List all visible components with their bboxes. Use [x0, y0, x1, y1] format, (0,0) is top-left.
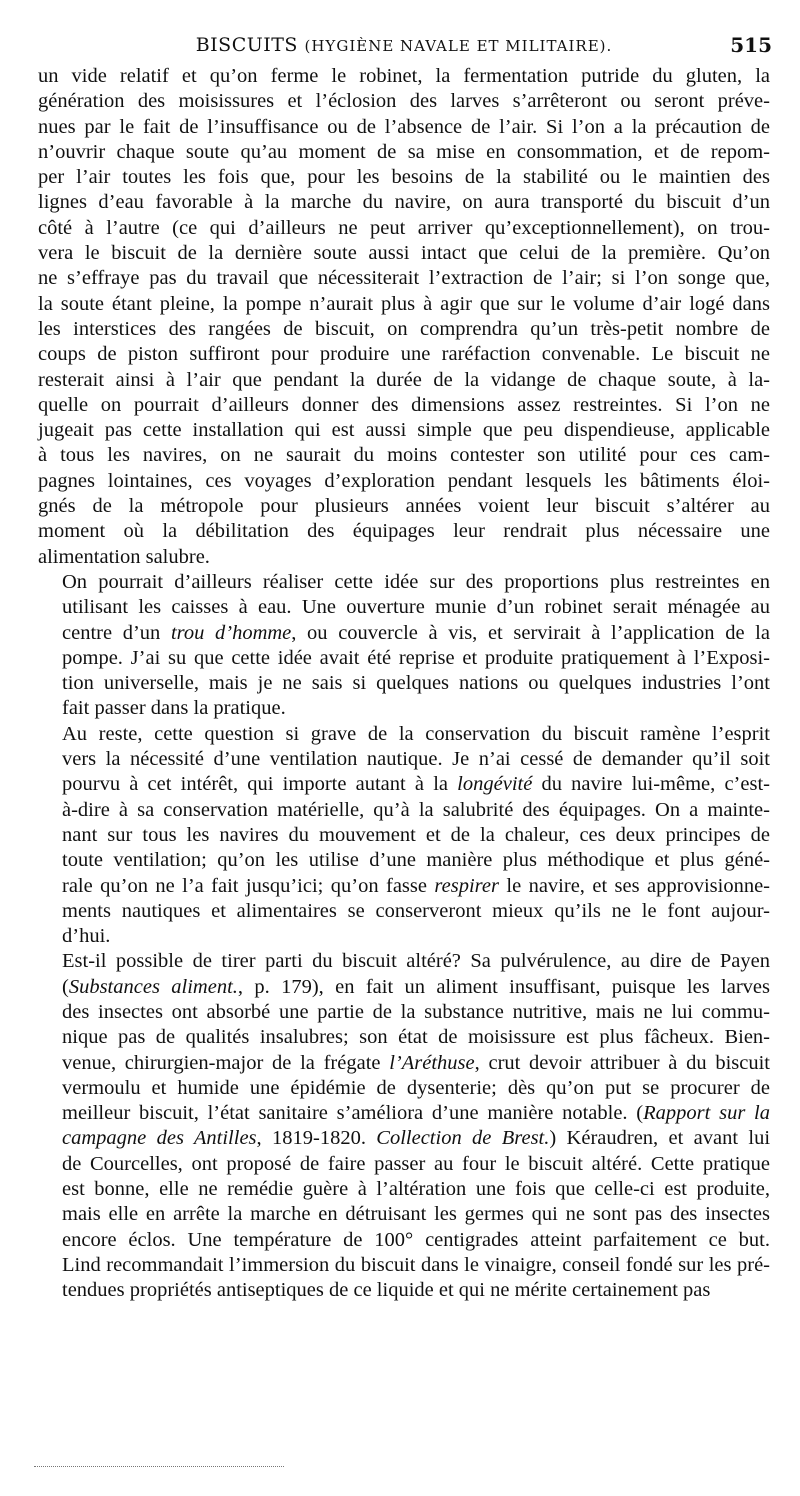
text-line: vers la nécessité d’une ventilation nautique. Je n’ai cessé de demander qu’il soit [62, 748, 770, 771]
text-line: à tous les navires, on ne saurait du moins contester son utilité pour ces cam- [38, 444, 770, 467]
text-line: (Substances aliment., p. 179), en fait un aliment insuffisant, puisque les larves [62, 975, 770, 998]
text-line: jugeait pas cette installation qui est aussi simple que peu dispendieuse, applicable [38, 419, 770, 442]
text-line: d’hui. [62, 925, 111, 948]
text-line: ne s’effraye pas du travail que nécessiterait l’extraction de l’air; si l’on songe que, [38, 267, 770, 290]
text-line: tendues propriétés antiseptiques de ce liquide et qui ne mérite certainement pas [62, 1279, 711, 1302]
text-line: de Courcelles, ont proposé de faire passer au four le biscuit altéré. Cette pratique [62, 1152, 770, 1175]
text-line: des insectes ont absorbé une partie de la substance nutritive, mais ne lui commu- [62, 1000, 770, 1023]
page-number: 515 [730, 33, 772, 57]
text-line: côté à l’autre (ce qui d’ailleurs ne peut arriver qu’exceptionnellement), on trou- [38, 216, 770, 239]
text-line: quelle on pourrait d’ailleurs donner des dimensions assez restreintes. Si l’on ne [38, 393, 770, 416]
text-line: génération des moisissures et l’éclosion des larves s’arrêteront ou seront préve- [38, 90, 770, 113]
text-line: un vide relatif et qu’on ferme le robinet, la fermentation putride du gluten, la [38, 65, 770, 87]
footer-rule [34, 1466, 284, 1467]
text-line: encore éclos. Une température de 100° centigrades atteint parfaitement ce but. [62, 1228, 770, 1251]
running-title-sub: (HYGIÈNE NAVALE ET MILITAIRE). [304, 37, 613, 55]
text-line: resterait ainsi à l’air que pendant la durée de la vidange de chaque soute, à la- [38, 368, 770, 391]
text-line: lignes d’eau favorable à la marche du navire, on aura transporté du biscuit d’un [38, 191, 770, 214]
text-line: alimentation salubre. [38, 545, 210, 568]
paragraph [38, 570, 770, 722]
text-line: ments nautiques et alimentaires se conserveront mieux qu’ils ne le font aujour- [62, 899, 770, 922]
text-line: vera le biscuit de la dernière soute aussi intact que celui de la première. Qu’on [38, 242, 770, 265]
text-line: gnés de la métropole pour plusieurs années voient leur biscuit s’altérer au [38, 495, 770, 518]
text-line: n’ouvrir chaque soute qu’au moment de sa mise en consommation, et de repom- [38, 140, 770, 163]
text-line: à-dire à sa conservation matérielle, qu’à la salubrité des équipages. On a mainte- [62, 798, 770, 821]
text-line: pagnes lointaines, ces voyages d’exploration pendant lesquels les bâtiments éloi- [38, 469, 770, 492]
text-line: tion universelle, mais je ne sais si quelques nations ou quelques industries l’ont [62, 672, 770, 695]
text-line: centre d’un trou d’homme, ou couvercle à vis, et servirait à l’application de la [62, 621, 770, 644]
text-line: fait passer dans la pratique. [62, 697, 286, 720]
paragraph [38, 722, 770, 950]
running-title [36, 34, 772, 56]
text-line: toute ventilation; qu’on les utilise d’une manière plus méthodique et plus géné- [62, 849, 770, 872]
text-line: pourvu à cet intérêt, qui importe autant à la longévité du navire lui-même, c’est- [62, 773, 770, 796]
body-text [38, 64, 770, 1304]
text-line: vermoulu et humide une épidémie de dysenterie; dès qu’on put se procurer de [62, 1076, 770, 1099]
text-line: nues par le fait de l’insuffisance ou de l’absence de l’air. Si l’on a la précaution de [38, 115, 770, 138]
text-line: rale qu’on ne l’a fait jusqu’ici; qu’on fasse respirer le navire, et ses approvisionne- [62, 874, 770, 897]
text-line: campagne des Antilles, 1819-1820. Collection de Brest.) Kéraudren, et avant lui [62, 1127, 771, 1150]
text-line: Est-il possible de tirer parti du biscuit altéré? Sa pulvérulence, au dire de Payen [62, 950, 770, 973]
text-line: venue, chirurgien-major de la frégate l’Aréthuse, crut devoir attribuer à du biscuit [62, 1051, 770, 1074]
text-line: mais elle en arrête la marche en détruisant les germes qui ne sont pas des insectes [62, 1203, 770, 1226]
running-head [36, 30, 772, 60]
text-line: moment où la débilitation des équipages leur rendrait plus nécessaire une [38, 520, 770, 543]
paragraph [38, 949, 770, 1303]
text-line: nique pas de qualités insalubres; son état de moisissure est plus fâcheux. Bien- [62, 1026, 770, 1049]
text-line: On pourrait d’ailleurs réaliser cette idée sur des proportions plus restreintes en [62, 570, 770, 593]
paragraph [38, 64, 770, 570]
text-line: est bonne, elle ne remédie guère à l’altération une fois que celle-ci est produite, [62, 1178, 770, 1201]
text-line: les interstices des rangées de biscuit, on comprendra qu’un très-petit nombre de [38, 317, 770, 340]
text-line: meilleur biscuit, l’état sanitaire s’améliora d’une manière notable. (Rapport sur la [62, 1102, 770, 1125]
text-line: Au reste, cette question si grave de la conservation du biscuit ramène l’esprit [62, 722, 770, 745]
text-line: utilisant les caisses à eau. Une ouverture munie d’un robinet serait ménagée au [62, 596, 770, 619]
text-line: la soute étant pleine, la pompe n’aurait plus à agir que sur le volume d’air logé dans [38, 292, 770, 315]
text-line: nant sur tous les navires du mouvement et de la chaleur, ces deux principes de [62, 823, 770, 846]
text-line: pompe. J’ai su que cette idée avait été reprise et produite pratiquement à l’Exposi- [62, 646, 770, 669]
text-line: per l’air toutes les fois que, pour les besoins de la stabilité ou le maintien des [38, 166, 770, 189]
running-title-main: BISCUITS [195, 34, 298, 56]
text-line: Lind recommandait l’immersion du biscuit dans le vinaigre, conseil fondé sur les pré- [62, 1253, 770, 1276]
text-line: coups de piston suffiront pour produire une raréfaction convenable. Le biscuit ne [38, 343, 770, 366]
